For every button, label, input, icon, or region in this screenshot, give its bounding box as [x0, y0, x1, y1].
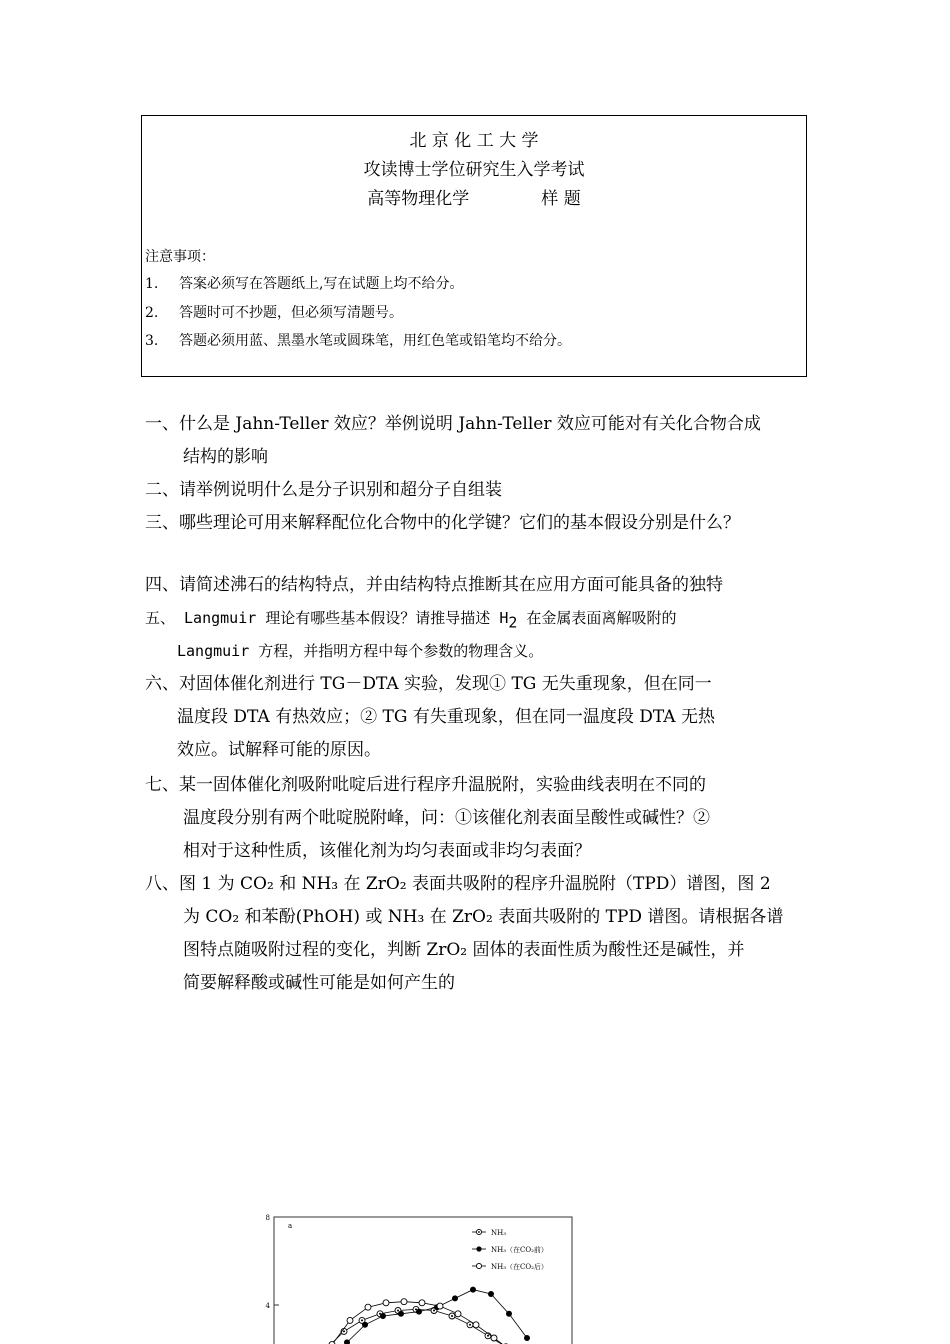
note-item: 3. 答题必须用蓝、黑墨水笔或圆珠笔，用红色笔或铅笔均不给分。 [145, 333, 571, 349]
question-7-line-1: 七、某一固体催化剂吸附吡啶后进行程序升温脱附，实验曲线表明在不同的 [145, 775, 706, 795]
question-7-line-2: 温度段分别有两个吡啶脱附峰，问：①该催化剂表面呈酸性或碱性？② [183, 808, 710, 828]
data-point [491, 1335, 497, 1341]
question-2: 二、请举例说明什么是分子识别和超分子自组装 [145, 480, 502, 500]
data-point [506, 1311, 512, 1317]
data-point [416, 1309, 422, 1315]
question-5-line-2: Langmuir 方程，并指明方程中每个参数的物理含义。 [177, 642, 544, 660]
note-item: 1. 答案必须写在答题纸上,写在试题上均不给分。 [145, 276, 464, 292]
question-5-line-1: 五、 Langmuir 理论有哪些基本假设？请推导描述 $H_2$ 在金属表面离解吸附的 [145, 609, 677, 632]
subject-line [142, 184, 806, 209]
question-6-line-2: 温度段 DTA 有热效应；② TG 有失重现象，但在同一温度段 DTA 无热 [177, 707, 715, 727]
question-6-line-1: 六、对固体催化剂进行 TG－DTA 实验，发现① TG 无失重现象，但在同一 [145, 674, 712, 694]
data-point [455, 1311, 461, 1317]
legend-marker [476, 1246, 481, 1251]
data-point [473, 1322, 479, 1328]
data-point [401, 1299, 407, 1305]
data-point [437, 1303, 443, 1309]
question-1-line-1: 一、什么是 Jahn-Teller 效应？举例说明 Jahn-Teller 效应可能对有关化合物合成 [145, 414, 761, 434]
university-name: 北 京 化 工 大 学 [409, 131, 539, 151]
question-8-line-1: 八、图 1 为 CO₂ 和 NH₃ 在 ZrO₂ 表面共吸附的程序升温脱附（TPD）谱图，图 2 [145, 874, 771, 894]
y-tick-label: 8 [265, 1214, 270, 1222]
data-point [347, 1317, 353, 1323]
plot-frame [274, 1217, 572, 1344]
data-point [452, 1295, 458, 1301]
panel-label: a [288, 1222, 293, 1230]
question-3: 三、哪些理论可用来解释配位化合物中的化学键？它们的基本假设分别是什么？ [145, 513, 740, 533]
sample-label: 样 题 [541, 189, 581, 209]
legend-label: NH₃（在CO₂前） [491, 1246, 548, 1254]
question-7-line-3: 相对于这种性质，该催化剂为均匀表面或非均匀表面？ [183, 841, 591, 861]
legend-marker-dot [478, 1231, 480, 1233]
y-tick-label: 4 [265, 1302, 270, 1310]
data-point [383, 1300, 389, 1306]
legend-marker [476, 1263, 481, 1268]
legend-label: NH₃ [491, 1229, 507, 1237]
data-point [398, 1311, 404, 1317]
question-8-line-2: 为 CO₂ 和苯酚(PhOH) 或 NH₃ 在 ZrO₂ 表面共吸附的 TPD 谱图。请根据各谱 [183, 907, 784, 927]
data-point [365, 1304, 371, 1310]
exam-header-box [141, 115, 807, 377]
data-point [419, 1300, 425, 1306]
subject-name: 高等物理化学 [367, 189, 470, 209]
data-point [380, 1313, 386, 1319]
data-point [362, 1322, 368, 1328]
question-8-line-4: 简要解释酸或碱性可能是如何产生的 [183, 973, 455, 993]
series-line [329, 1290, 527, 1344]
question-6-line-3: 效应。试解释可能的原因。 [177, 740, 381, 760]
note-item: 2. 答题时可不抄题，但必须写清题号。 [145, 305, 403, 321]
question-1-line-2: 结构的影响 [183, 447, 268, 467]
data-point [524, 1335, 530, 1341]
legend-label: NH₃（在CO₂后） [491, 1263, 548, 1271]
data-point [449, 1313, 455, 1319]
question-4: 四、请简述沸石的结构特点，并由结构特点推断其在应用方面可能具备的独特 [145, 575, 723, 595]
data-point [488, 1291, 494, 1297]
tpd-chart [236, 1205, 581, 1344]
data-point [470, 1287, 476, 1293]
notes-title: 注意事项： [145, 249, 215, 265]
question-8-line-3: 图特点随吸附过程的变化，判断 ZrO₂ 固体的表面性质为酸性还是碱性，并 [183, 940, 745, 960]
exam-title: 攻读博士学位研究生入学考试 [363, 160, 585, 180]
